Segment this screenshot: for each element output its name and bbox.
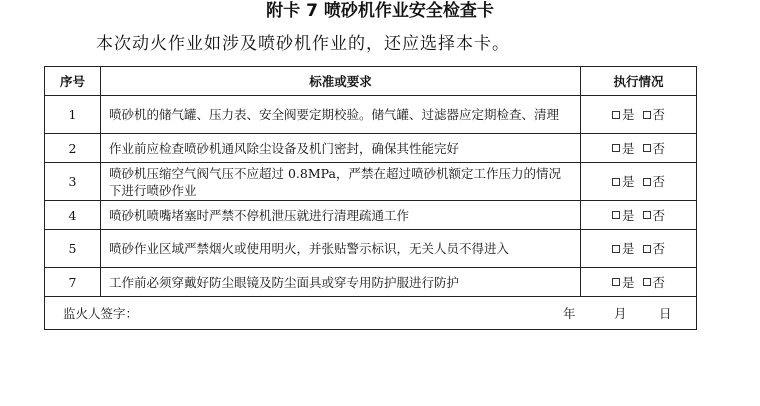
row-requirement: 喷砂机的储气罐、压力表、安全阀要定期校验。储气罐、过滤器应定期检查、清理 [101, 96, 581, 134]
row-number: 2 [45, 134, 101, 163]
table-header-row [45, 67, 697, 96]
yes-label: 是 [621, 207, 635, 223]
yes-checkbox[interactable] [612, 178, 620, 186]
row-status [581, 268, 697, 297]
safety-check-table [44, 66, 697, 330]
yes-checkbox[interactable] [612, 144, 620, 152]
no-label: 否 [652, 174, 666, 189]
yes-label: 是 [621, 107, 635, 122]
row-status [581, 230, 697, 268]
row-status [581, 201, 697, 230]
row-requirement: 喷砂机喷嘴堵塞时严禁不停机泄压就进行清理疏通工作 [101, 201, 581, 230]
table-row [45, 201, 697, 230]
table-row [45, 268, 697, 297]
signature-label: 监火人签字： [63, 306, 139, 321]
document-title: 附卡 7 喷砂机作业安全检查卡 [266, 1, 494, 21]
yes-label: 是 [621, 241, 635, 256]
no-checkbox[interactable] [643, 144, 651, 152]
row-number: 4 [45, 201, 101, 230]
table-row [45, 230, 697, 268]
no-label: 否 [652, 274, 666, 290]
no-label: 否 [652, 140, 666, 156]
header-status: 执行情况 [581, 67, 697, 96]
row-status [581, 163, 697, 201]
row-number: 1 [45, 96, 101, 134]
no-checkbox[interactable] [643, 278, 651, 286]
row-requirement: 作业前应检查喷砂机通风除尘设备及机门密封，确保其性能完好 [101, 134, 581, 163]
yes-checkbox[interactable] [612, 211, 620, 219]
signature-row [45, 297, 697, 330]
yes-label: 是 [621, 140, 635, 156]
no-label: 否 [652, 241, 666, 256]
row-requirement: 喷砂作业区域严禁烟火或使用明火，并张贴警示标识，无关人员不得进入 [101, 230, 581, 268]
intro-text: 本次动火作业如涉及喷砂机作业的，还应选择本卡。 [96, 34, 510, 54]
row-status [581, 96, 697, 134]
row-status [581, 134, 697, 163]
no-checkbox[interactable] [643, 111, 651, 119]
date-year-label: 年 [563, 306, 576, 321]
yes-label: 是 [621, 274, 635, 290]
no-label: 否 [652, 207, 666, 223]
row-requirement: 喷砂机压缩空气阀气压不应超过 0.8MPa，严禁在超过喷砂机额定工作压力的情况下进行喷砂作业 [101, 163, 581, 201]
header-no: 序号 [45, 67, 101, 96]
no-checkbox[interactable] [643, 245, 651, 253]
row-number: 5 [45, 230, 101, 268]
date-month-label: 月 [614, 306, 627, 321]
no-checkbox[interactable] [643, 211, 651, 219]
yes-checkbox[interactable] [612, 245, 620, 253]
header-requirement: 标准或要求 [101, 67, 581, 96]
yes-label: 是 [621, 174, 635, 189]
row-requirement: 工作前必须穿戴好防尘眼镜及防尘面具或穿专用防护服进行防护 [101, 268, 581, 297]
row-number: 7 [45, 268, 101, 297]
signature-cell [45, 297, 697, 330]
no-checkbox[interactable] [643, 178, 651, 186]
no-label: 否 [652, 107, 666, 122]
table-row [45, 163, 697, 201]
date-day-label: 日 [659, 306, 672, 321]
yes-checkbox[interactable] [612, 278, 620, 286]
row-number: 3 [45, 163, 101, 201]
table-row [45, 134, 697, 163]
yes-checkbox[interactable] [612, 111, 620, 119]
table-row [45, 96, 697, 134]
